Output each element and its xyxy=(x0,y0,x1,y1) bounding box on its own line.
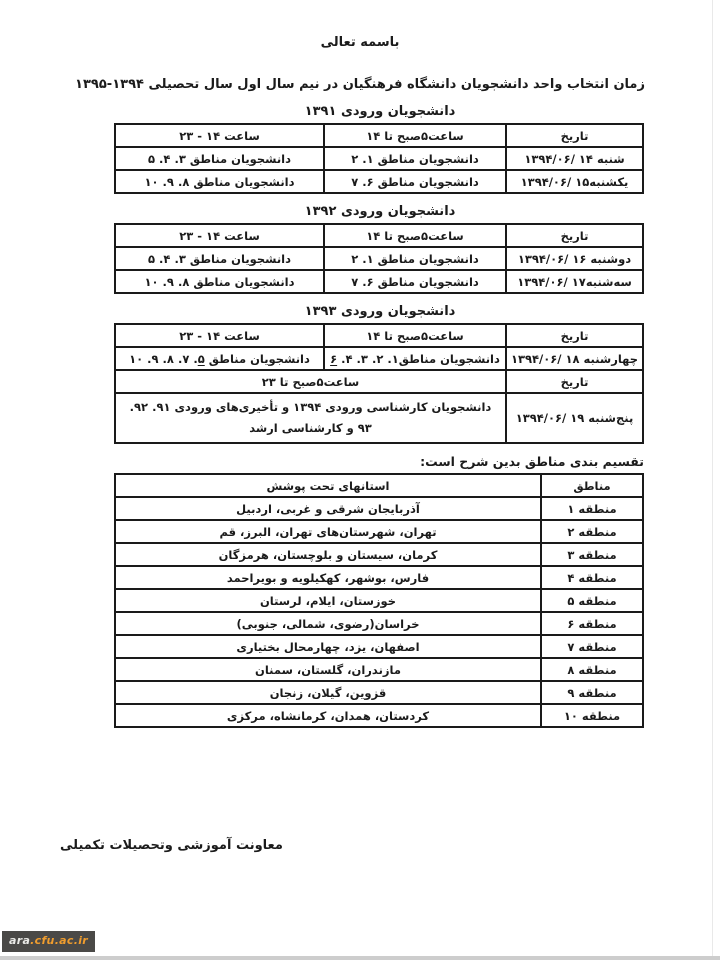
morning-regions-cell xyxy=(324,347,506,370)
provinces-cell: کردستان، همدان، کرمانشاه، مرکزی xyxy=(115,704,541,727)
afternoon-regions-cell: دانشجویان مناطق ۸. ۹. ۱۰ xyxy=(115,270,324,293)
cohort-1392-caption: دانشجویان ورودی ۱۳۹۲ xyxy=(304,204,456,219)
col-header-date: تاریخ xyxy=(506,224,643,247)
allday-students-cell: دانشجویان کارشناسی ورودی ۱۳۹۴ و تأخیری‌های ورودی ۹۱. ۹۲. ۹۳ و کارشناسی ارشد xyxy=(115,393,506,443)
region-cell: منطقه ۳ xyxy=(541,543,643,566)
header-row xyxy=(115,324,643,347)
provinces-cell: خراسان(رضوی، شمالی، جنوبی) xyxy=(115,612,541,635)
morning-regions-cell: دانشجویان مناطق ۱. ۲ xyxy=(324,247,506,270)
date-cell: شنبه ۱۴ /۱۳۹۴/۰۶ xyxy=(506,147,643,170)
region-cell: منطقه ۴ xyxy=(541,566,643,589)
afternoon-regions-cell: دانشجویان مناطق ۳. ۴. ۵ xyxy=(115,147,324,170)
schedule-table-1391 xyxy=(114,123,644,194)
page-edge-line xyxy=(712,0,713,960)
bottom-edge-strip xyxy=(0,956,720,960)
col-header-date: تاریخ xyxy=(506,370,643,393)
provinces-cell: خوزستان، ایلام، لرستان xyxy=(115,589,541,612)
regions-text: دانشجویان مناطق xyxy=(204,351,310,366)
col-header-afternoon: ساعت ۱۴ - ۲۳ xyxy=(115,124,324,147)
region-cell: منطقه ۵ xyxy=(541,589,643,612)
col-header-morning: ساعت۵صبح تا ۱۴ xyxy=(324,124,506,147)
table-row xyxy=(115,635,643,658)
table-row xyxy=(115,170,643,193)
schedule-table-1392 xyxy=(114,223,644,294)
date-cell: یکشنبه۱۵ /۱۳۹۴/۰۶ xyxy=(506,170,643,193)
site-watermark-badge xyxy=(2,931,95,952)
provinces-cell: اصفهان، یزد، چهارمحال بختیاری xyxy=(115,635,541,658)
col-header-date: تاریخ xyxy=(506,124,643,147)
header-row xyxy=(115,124,643,147)
regions-text: دانشجویان مناطق۱. ۲. ۳. ۴. xyxy=(337,351,500,366)
provinces-cell: فارس، بوشهر، کهکیلویه و بویراحمد xyxy=(115,566,541,589)
region-cell: منطقه ۶ xyxy=(541,612,643,635)
col-header-allday: ساعت۵صبح تا ۲۳ xyxy=(115,370,506,393)
date-cell: چهارشنبه ۱۸ /۱۳۹۴/۰۶ xyxy=(506,347,643,370)
cohort-1391-caption: دانشجویان ورودی ۱۳۹۱ xyxy=(304,104,456,119)
region-cell: منطقه ۸ xyxy=(541,658,643,681)
col-header-afternoon: ساعت ۱۴ - ۲۳ xyxy=(115,224,324,247)
underlined-region-number: ۶ xyxy=(330,351,338,366)
afternoon-regions-cell: دانشجویان مناطق ۸. ۹. ۱۰ xyxy=(115,170,324,193)
region-cell: منطقه ۹ xyxy=(541,681,643,704)
table-row xyxy=(115,681,643,704)
col-header-afternoon: ساعت ۱۴ - ۲۳ xyxy=(115,324,324,347)
provinces-cell: آذربایجان شرقی و غربی، اردبیل xyxy=(115,497,541,520)
header-row xyxy=(115,474,643,497)
region-cell: منطقه ۷ xyxy=(541,635,643,658)
watermark-domain: .cfu.ac.ir xyxy=(30,934,88,947)
provinces-cell: کرمان، سیستان و بلوچستان، هرمزگان xyxy=(115,543,541,566)
date-cell: دوشنبه ۱۶ /۱۳۹۴/۰۶ xyxy=(506,247,643,270)
header-row xyxy=(115,224,643,247)
table-row xyxy=(115,589,643,612)
table-row xyxy=(115,704,643,727)
col-header-morning: ساعت۵صبح تا ۱۴ xyxy=(324,224,506,247)
bismillah-text: باسمه تعالی xyxy=(320,35,400,50)
table-row xyxy=(115,247,643,270)
table-row xyxy=(115,658,643,681)
provinces-cell: قزوین، گیلان، زنجان xyxy=(115,681,541,704)
provinces-cell: مازندران، گلستان، سمنان xyxy=(115,658,541,681)
regions-table xyxy=(114,473,644,728)
regions-text: . ۷. ۸. ۹. ۱۰ xyxy=(129,351,198,366)
col-header-morning: ساعت۵صبح تا ۱۴ xyxy=(324,324,506,347)
table-row xyxy=(115,543,643,566)
table-row xyxy=(115,393,643,443)
table-row xyxy=(115,566,643,589)
signature-text: معاونت آموزشی وتحصیلات تکمیلی xyxy=(60,838,283,853)
morning-regions-cell: دانشجویان مناطق ۶. ۷ xyxy=(324,170,506,193)
provinces-cell: تهران، شهرستان‌های تهران، البرز، قم xyxy=(115,520,541,543)
watermark-prefix: ara xyxy=(9,934,31,947)
table-row xyxy=(115,497,643,520)
region-cell: منطقه ۲ xyxy=(541,520,643,543)
date-cell: سه‌شنبه۱۷ /۱۳۹۴/۰۶ xyxy=(506,270,643,293)
date-cell: پنج‌شنبه ۱۹ /۱۳۹۴/۰۶ xyxy=(506,393,643,443)
table-row xyxy=(115,270,643,293)
underlined-region-number: ۵ xyxy=(197,351,205,366)
header-row xyxy=(115,370,643,393)
morning-regions-cell: دانشجویان مناطق ۱. ۲ xyxy=(324,147,506,170)
morning-regions-cell: دانشجویان مناطق ۶. ۷ xyxy=(324,270,506,293)
doc-title: زمان انتخاب واحد دانشجویان دانشگاه فرهنگیان در نیم سال اول سال تحصیلی ۱۳۹۴-۱۳۹۵ xyxy=(75,77,645,92)
cohort-1393-caption: دانشجویان ورودی ۱۳۹۳ xyxy=(304,304,456,319)
schedule-table-1393 xyxy=(114,323,644,444)
table-row xyxy=(115,147,643,170)
regions-intro-text: تقسیم بندی مناطق بدین شرح است: xyxy=(420,454,644,469)
afternoon-regions-cell: دانشجویان مناطق ۳. ۴. ۵ xyxy=(115,247,324,270)
col-header-provinces: استانهای تحت پوشش xyxy=(115,474,541,497)
region-cell: منطقه ۱۰ xyxy=(541,704,643,727)
afternoon-regions-cell xyxy=(115,347,324,370)
table-row xyxy=(115,520,643,543)
table-row xyxy=(115,347,643,370)
table-row xyxy=(115,612,643,635)
region-cell: منطقه ۱ xyxy=(541,497,643,520)
col-header-region: مناطق xyxy=(541,474,643,497)
col-header-date: تاریخ xyxy=(506,324,643,347)
